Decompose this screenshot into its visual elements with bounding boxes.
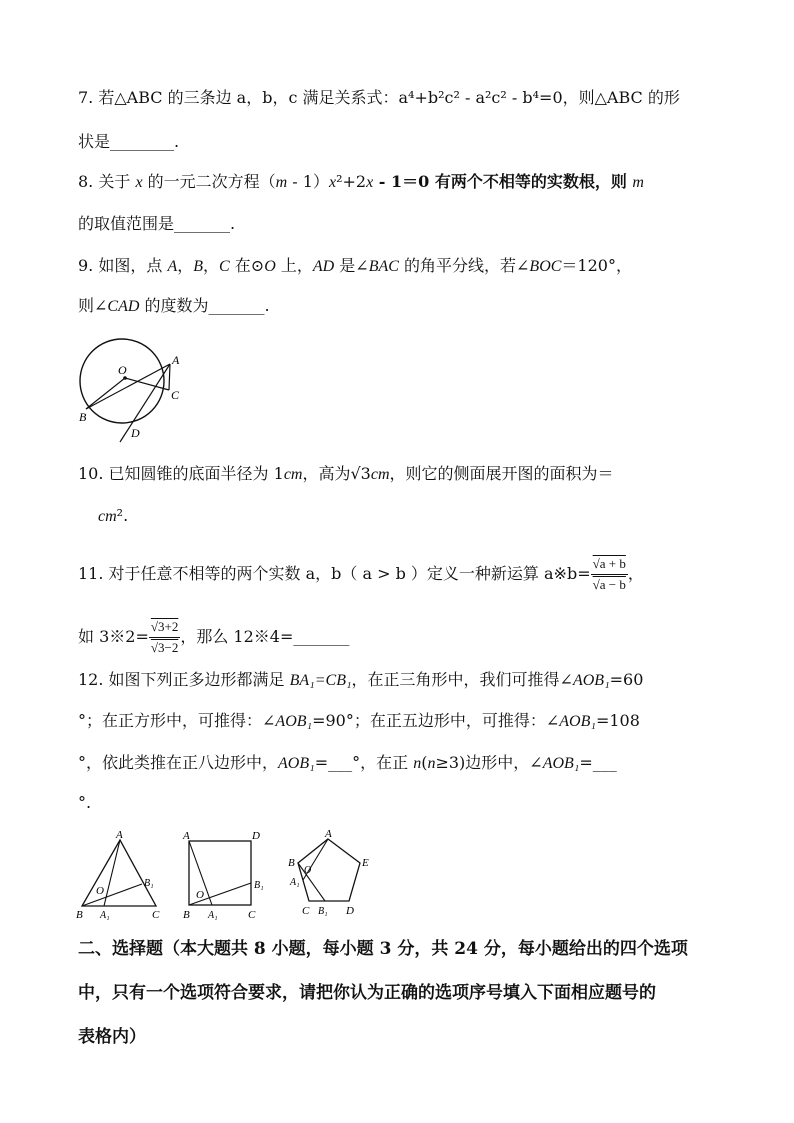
equilateral-triangle (82, 840, 156, 906)
q12-square-figure (180, 828, 275, 920)
q10-line1: 10. 已知圆锥的底面半径为 1cm，高为√3cm，则它的侧面展开图的面积为＝ (78, 464, 614, 483)
q11-line1: 11. 对于任意不相等的两个实数 a，b（ a > b ）定义一种新运算 a※b= $\frac{√a + b}{√a - b}$ ， (78, 554, 644, 595)
sq-label-a1: A₁ (208, 910, 218, 920)
sq-label-o: O (196, 889, 204, 901)
segment-ob (86, 378, 125, 409)
pent-label-c: C (302, 905, 310, 917)
pent-label-o: O (304, 865, 312, 876)
segment-ac (169, 364, 170, 390)
q12-line4: °. (78, 793, 92, 812)
q12-line3: °，依此类推在正八边形中，AOB₁=___°，在正 n(n≥3)边形中，∠AOB₁=___ (78, 753, 617, 772)
tri-label-b: B (76, 909, 83, 920)
tri-label-b1: B₁ (144, 878, 154, 889)
pent-label-d: D (346, 905, 354, 917)
label-a: A (172, 353, 180, 367)
tri-label-c: C (152, 909, 160, 920)
pent-label-a1: A₁ (290, 877, 300, 888)
q9-line1: 9. 如图，点 A，B，C 在⊙O 上，AD 是∠BAC 的角平分线，若∠BOC＝120°， (78, 256, 632, 275)
q8-line2: 的取值范围是_______. (78, 214, 236, 233)
pent-label-a: A (325, 828, 332, 840)
q9-line2: 则∠CAD 的度数为_______. (78, 296, 270, 315)
q12-line1: 12. 如图下列正多边形都满足 BA₁=CB₁，在正三角形中，我们可推得∠AOB₁=60 (78, 670, 644, 689)
q12-triangle-figure (74, 828, 174, 920)
sq-label-c: C (248, 909, 256, 920)
label-o: O (118, 363, 127, 377)
sq-label-d: D (252, 830, 260, 842)
fraction-a-op-b: $\frac{√a + b}{√a - b}$ (592, 556, 626, 592)
segment-b-b1 (82, 884, 142, 906)
q12-line2: °；在正方形中，可推得：∠AOB₁=90°；在正五边形中，可推得：∠AOB₁=108 (78, 711, 640, 730)
q9-circle-figure (72, 338, 192, 448)
tri-label-a: A (116, 829, 123, 841)
section2-line3: 表格内） (78, 1027, 146, 1047)
segment-ad (120, 364, 170, 442)
sq-label-b1: B₁ (254, 880, 264, 891)
label-d: D (131, 426, 140, 440)
tri-label-o: O (96, 885, 104, 897)
q12-pentagon-figure (285, 828, 375, 920)
q7-line2: 状是________. (78, 132, 180, 151)
label-b: B (79, 410, 87, 424)
pent-label-b1: B₁ (318, 906, 328, 917)
segment-b-b1 (298, 863, 325, 901)
section2-line1: 二、选择题（本大题共 8 小题，每小题 3 分，共 24 分，每小题给出的四个选项 (78, 939, 688, 959)
q7-line1: 7. 若△ABC 的三条边 a，b，c 满足关系式：a⁴+b²c² - a²c² - b⁴=0，则△ABC 的形 (78, 88, 680, 107)
tri-label-a1: A₁ (100, 910, 110, 920)
pent-label-e: E (362, 857, 369, 869)
sq-label-a: A (183, 830, 190, 842)
segment-a-a1 (104, 840, 120, 906)
q11-line2: 如 3※2= $\frac{√3+2}{√3-2}$ ，那么 12※4=_______ (78, 617, 349, 658)
q8-line1: 8. 关于 x 的一元二次方程（m - 1）x²+2x - 1＝0 有两个不相等的实数根，则 m (78, 172, 644, 191)
sq-label-b: B (183, 909, 190, 920)
pent-label-b: B (288, 857, 295, 869)
label-c: C (171, 388, 180, 402)
fraction-example: $\frac{√3+2}{√3-2}$ (150, 619, 179, 655)
section2-line2: 中，只有一个选项符合要求，请把你认为正确的选项序号填入下面相应题号的 (78, 983, 656, 1003)
q10-line2: cm². (98, 506, 129, 525)
